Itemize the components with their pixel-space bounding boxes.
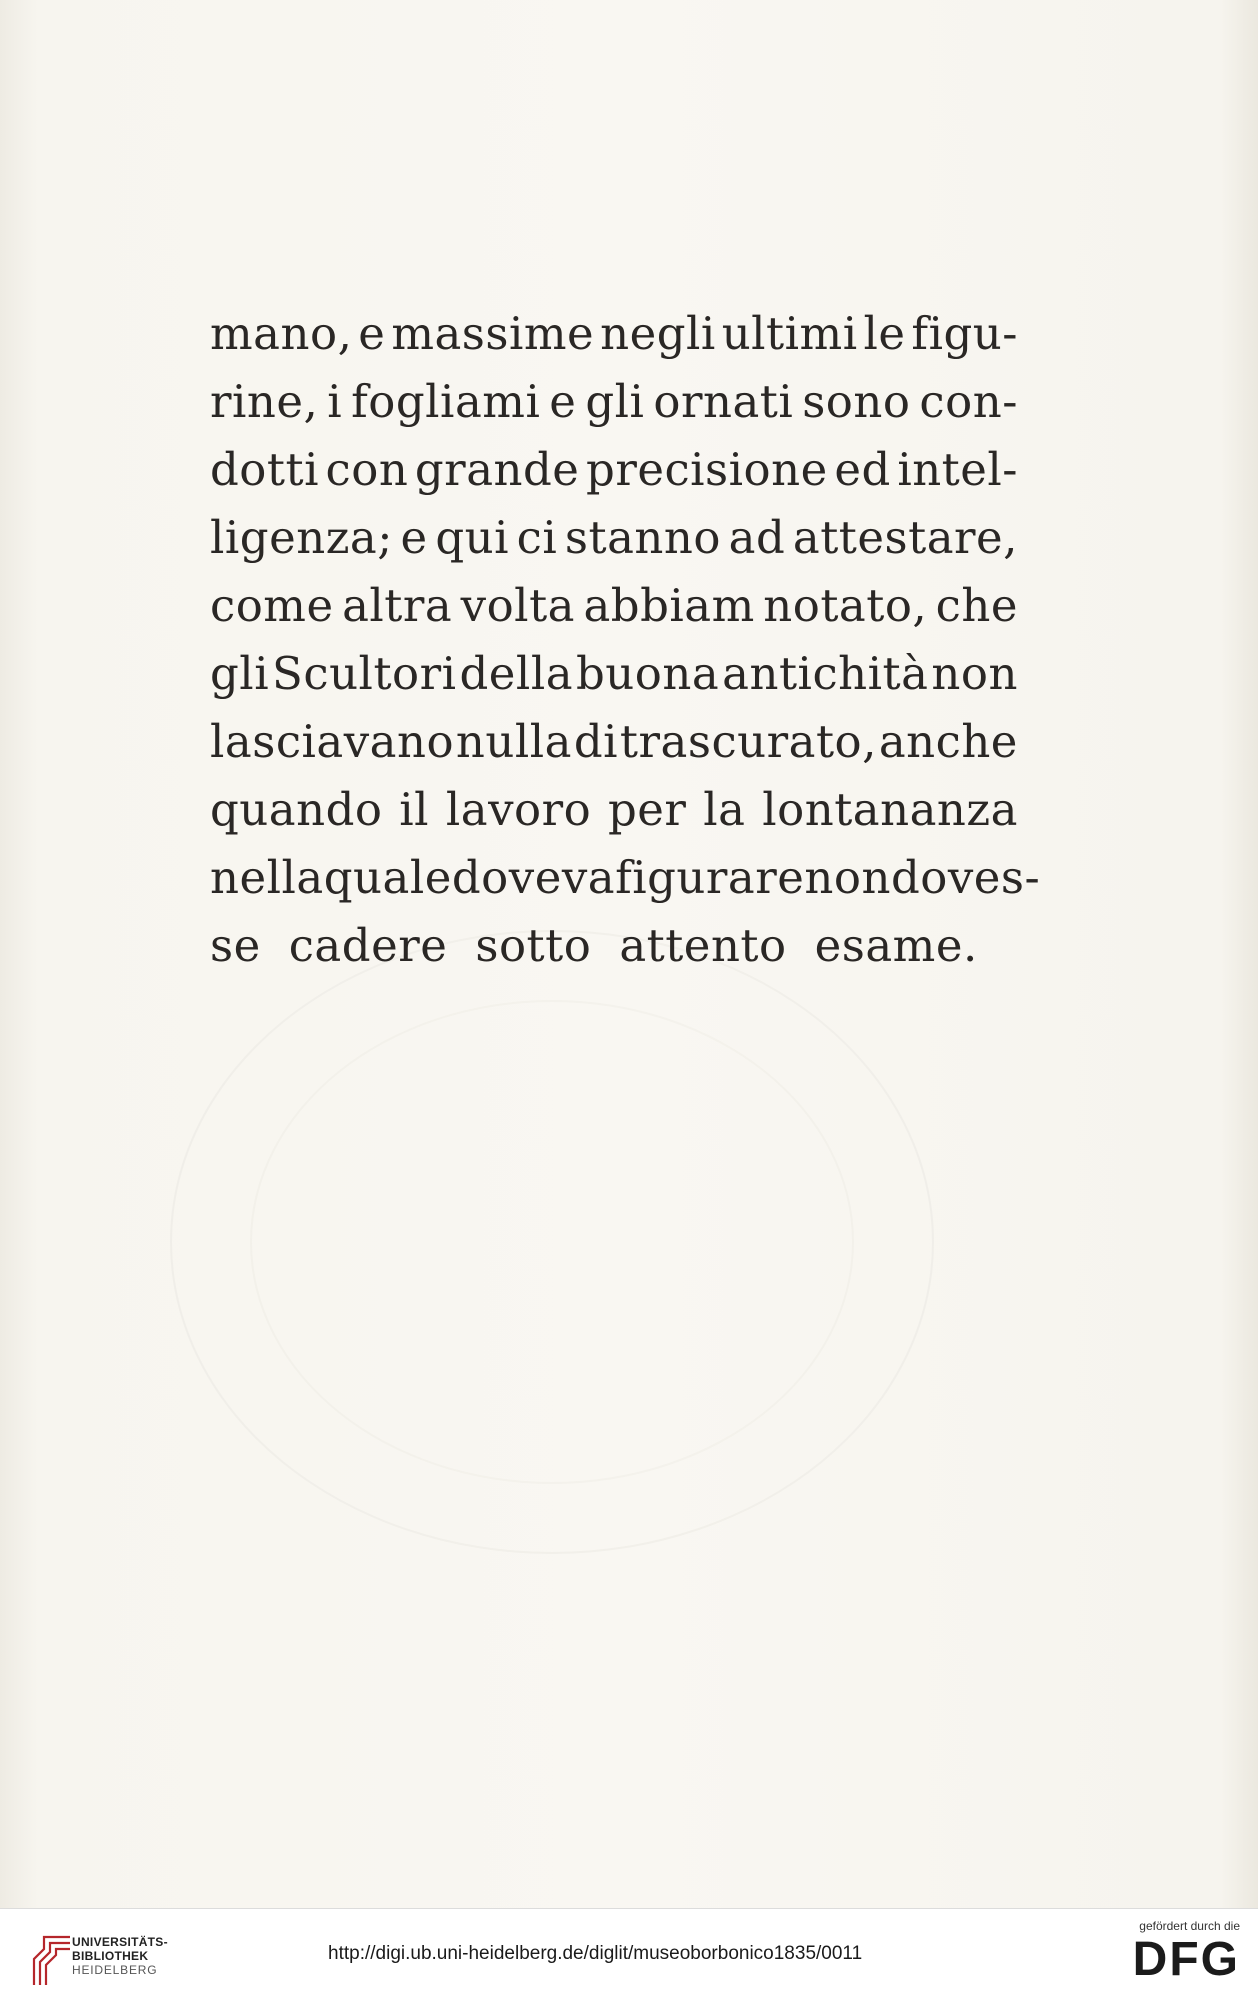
word: ci bbox=[516, 511, 558, 564]
word: con bbox=[325, 443, 409, 496]
word: esame. bbox=[814, 919, 978, 972]
word: gli bbox=[585, 375, 645, 428]
word: doveva bbox=[451, 851, 616, 904]
word: altra bbox=[342, 579, 453, 632]
text-line bbox=[210, 776, 1018, 844]
word: la bbox=[703, 783, 746, 836]
word: quando bbox=[210, 783, 383, 836]
sponsor-label: gefördert durch die bbox=[1139, 1919, 1240, 1933]
text-line bbox=[210, 368, 1018, 436]
word: quale bbox=[323, 851, 452, 904]
word: della bbox=[459, 647, 574, 700]
body-text bbox=[210, 300, 1041, 980]
word: come bbox=[210, 579, 334, 632]
library-name-line2: BIBLIOTHEK bbox=[72, 1949, 149, 1963]
word: ed bbox=[834, 443, 891, 496]
word: rine, bbox=[210, 375, 319, 428]
sponsor bbox=[1080, 1919, 1240, 1987]
word: figurare bbox=[615, 851, 805, 904]
word: notato, bbox=[763, 579, 928, 632]
word: sono bbox=[802, 375, 911, 428]
word: qui bbox=[435, 511, 510, 564]
show-through-engraving-inner bbox=[250, 1000, 854, 1484]
word: che bbox=[935, 579, 1018, 632]
text-line bbox=[210, 300, 1018, 368]
word: intel- bbox=[897, 443, 1018, 496]
logo-stroke bbox=[46, 1949, 70, 1985]
word: doves- bbox=[890, 851, 1041, 904]
word: e bbox=[400, 511, 428, 564]
word: non bbox=[931, 647, 1018, 700]
permalink-url[interactable]: http://digi.ub.uni-heidelberg.de/diglit/museoborbonico1835/0011 bbox=[328, 1943, 863, 1964]
word: lavoro bbox=[445, 783, 592, 836]
word: se bbox=[210, 919, 261, 972]
word: trascurato, bbox=[619, 715, 877, 768]
word: le bbox=[863, 307, 906, 360]
word: nella bbox=[210, 851, 324, 904]
word: gli bbox=[210, 647, 270, 700]
word: negli bbox=[600, 307, 716, 360]
word: non bbox=[804, 851, 891, 904]
text-line bbox=[210, 912, 1018, 980]
word: ornati bbox=[653, 375, 794, 428]
word: il bbox=[399, 783, 430, 836]
word: ad bbox=[728, 511, 786, 564]
word: attestare, bbox=[792, 511, 1018, 564]
word: buona bbox=[576, 647, 720, 700]
library-name-line1: UNIVERSITÄTS- bbox=[72, 1935, 168, 1949]
word: massime bbox=[391, 307, 595, 360]
text-line bbox=[210, 436, 1018, 504]
word: abbiam bbox=[583, 579, 755, 632]
word: ultimi bbox=[721, 307, 858, 360]
word: fogliami bbox=[351, 375, 541, 428]
text-line bbox=[210, 844, 1041, 912]
word: Scultori bbox=[272, 647, 457, 700]
library-name bbox=[72, 1935, 168, 1977]
word: attento bbox=[619, 919, 787, 972]
word: e bbox=[549, 375, 577, 428]
word: antichità bbox=[722, 647, 929, 700]
text-line bbox=[210, 572, 1018, 640]
library-name-line3: HEIDELBERG bbox=[72, 1963, 158, 1977]
word: sotto bbox=[475, 919, 592, 972]
word: precisione bbox=[586, 443, 828, 496]
word: nulla bbox=[455, 715, 572, 768]
word: grande bbox=[414, 443, 580, 496]
word: stanno bbox=[564, 511, 721, 564]
word: con- bbox=[919, 375, 1018, 428]
word: figu- bbox=[911, 307, 1018, 360]
digitization-footer bbox=[0, 1908, 1258, 2001]
word: mano, bbox=[210, 307, 353, 360]
university-library-logo-icon bbox=[30, 1929, 76, 1987]
text-line bbox=[210, 640, 1018, 708]
word: cadere bbox=[288, 919, 448, 972]
word: di bbox=[573, 715, 619, 768]
word: i bbox=[327, 375, 343, 428]
word: ligenza; bbox=[210, 511, 393, 564]
word: anche bbox=[878, 715, 1018, 768]
word: per bbox=[607, 783, 687, 836]
word: e bbox=[358, 307, 386, 360]
text-line bbox=[210, 708, 1018, 776]
text-line bbox=[210, 504, 1018, 572]
word: lontananza bbox=[762, 783, 1018, 836]
word: dotti bbox=[210, 443, 319, 496]
dfg-logo: DFG bbox=[1132, 1933, 1240, 1986]
word: lasciavano bbox=[210, 715, 455, 768]
word: volta bbox=[460, 579, 575, 632]
